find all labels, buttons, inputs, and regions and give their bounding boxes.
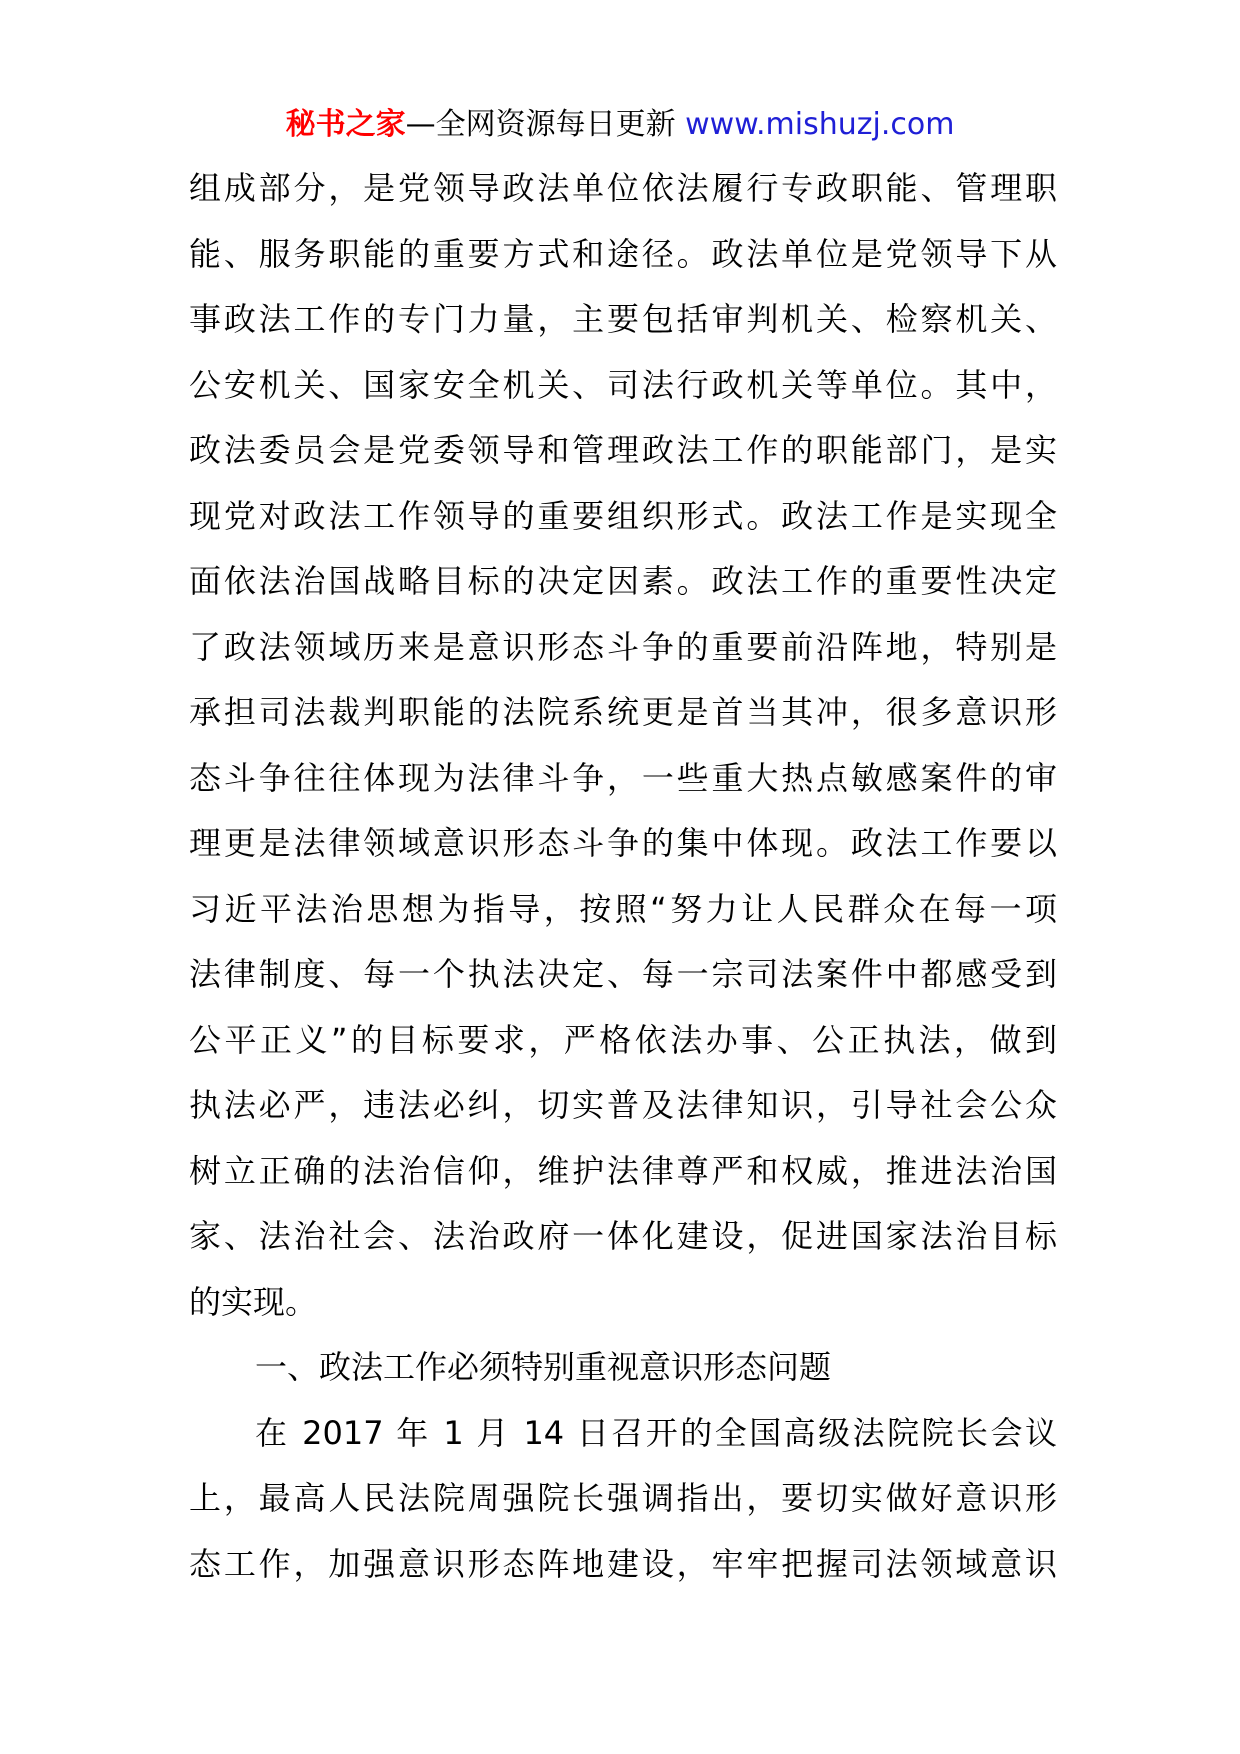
paragraph-line: 的实现。 bbox=[189, 1282, 318, 1321]
paragraph-line: 在 2017 年 1 月 14 日召开的全国高级法院院长会议 bbox=[255, 1413, 1057, 1452]
paragraph-line: 了政法领域历来是意识形态斗争的重要前沿阵地，特别是 bbox=[189, 627, 1057, 666]
paragraph-line: 法律制度、每一个执法决定、每一宗司法案件中都感受到 bbox=[189, 955, 1057, 993]
paragraph-line: 面依法治国战略目标的决定因素。政法工作的重要性决定 bbox=[189, 562, 1057, 600]
paragraph-line: 家、法治社会、法治政府一体化建设，促进国家法治目标 bbox=[189, 1217, 1057, 1255]
paragraph-line: 执法必严，违法必纠，切实普及法律知识，引导社会公众 bbox=[189, 1086, 1057, 1124]
paragraph-line: 上，最高人民法院周强院长强调指出，要切实做好意识形 bbox=[189, 1479, 1057, 1517]
document-body bbox=[189, 167, 1057, 1608]
paragraph-line: 现党对政法工作领导的重要组织形式。政法工作是实现全 bbox=[189, 496, 1057, 535]
page-header bbox=[0, 103, 1240, 147]
section-heading: 一、政法工作必须特别重视意识形态问题 bbox=[255, 1348, 832, 1386]
paragraph-line: 能、服务职能的重要方式和途径。政法单位是党领导下从 bbox=[189, 234, 1057, 273]
paragraph-line: 政法委员会是党委领导和管理政法工作的职能部门，是实 bbox=[189, 431, 1057, 469]
paragraph-line: 事政法工作的专门力量，主要包括审判机关、检察机关、 bbox=[189, 300, 1057, 338]
paragraph-line: 态斗争往往体现为法律斗争，一些重大热点敏感案件的审 bbox=[189, 758, 1057, 797]
brand-name: 秘书之家 bbox=[285, 107, 406, 142]
paragraph-line: 组成部分，是党领导政法单位依法履行专政职能、管理职 bbox=[189, 169, 1057, 207]
paragraph-line: 公安机关、国家安全机关、司法行政机关等单位。其中， bbox=[189, 365, 1057, 404]
paragraph-line: 公平正义”的目标要求，严格依法办事、公正执法，做到 bbox=[189, 1020, 1057, 1059]
paragraph-line: 树立正确的法治信仰，维护法律尊严和权威，推进法治国 bbox=[189, 1151, 1057, 1190]
paragraph-line: 习近平法治思想为指导，按照“努力让人民群众在每一项 bbox=[189, 889, 1057, 928]
header-url-link[interactable]: www.mishuzj.com bbox=[685, 107, 955, 142]
paragraph-line: 理更是法律领域意识形态斗争的集中体现。政法工作要以 bbox=[189, 824, 1057, 862]
paragraph-line: 态工作，加强意识形态阵地建设，牢牢把握司法领域意识 bbox=[189, 1544, 1057, 1583]
paragraph-line: 承担司法裁判职能的法院系统更是首当其冲，很多意识形 bbox=[189, 693, 1057, 731]
header-slogan: —全网资源每日更新 bbox=[405, 107, 676, 142]
